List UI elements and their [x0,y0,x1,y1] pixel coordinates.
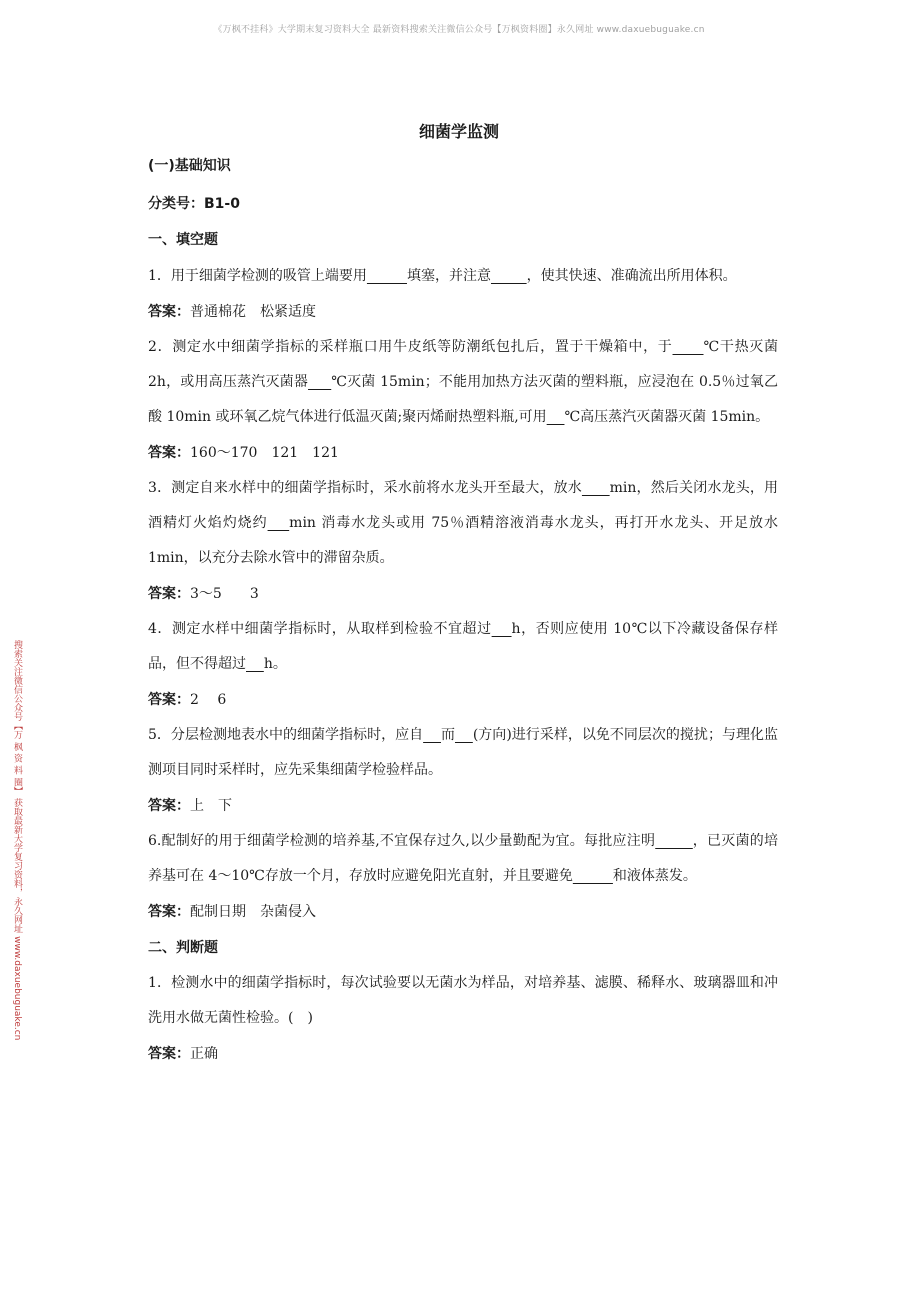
watermark-side: 搜索关注微信公众号【万 枫 资 料 圈】 获取最新大学复习资料，永久网址 www.daxuebuguake.cn [12,640,22,1041]
judgement-answer-1: 答案：正确 [148,1046,218,1062]
watermark-top: 《万枫不挂科》大学期末复习资料大全 最新资料搜索关注微信公众号【万枫资料圈】永久网址 www.daxuebuguake.cn [213,25,705,35]
question-3: 3．测定自来水样中的细菌学指标时，采水前将水龙头开至最大，放水 min，然后关闭水龙头，用酒精灯火焰灼烧约 min 消毒水龙头或用 75％酒精溶液消毒水龙头，再打开水龙头、开足放水 1min，以充分去除水管中的滞留杂质。 [148,480,779,566]
blank [547,409,565,425]
blank [655,833,693,849]
question-4: 4．测定水样中细菌学指标时，从取样到检验不宜超过 h，否则应使用 10℃以下冷藏设备保存样品，但不得超过 h。 [148,621,778,672]
answer-label: 答案： [148,304,190,320]
question-1: 1．用于细菌学检测的吸管上端要用 填塞，并注意 ，使其快速、准确流出所用体积。 [148,268,737,284]
blank [367,268,407,284]
answer-4: 答案：2 6 [148,692,227,708]
blank [423,727,441,743]
answer-label: 答案： [148,445,190,461]
blank [491,268,527,284]
answer-label: 答案： [148,904,190,920]
blank [308,374,331,390]
answer-label: 答案： [148,586,190,602]
judgement-question-1: 1．检测水中的细菌学指标时，每次试验要以无菌水为样品，对培养基、滤膜、稀释水、玻璃器皿和冲洗用水做无菌性检验。( ) [148,975,778,1026]
answer-1: 答案：普通棉花 松紧适度 [148,304,316,320]
question-5: 5．分层检测地表水中的细菌学指标时，应自 而 (方向)进行采样，以免不同层次的搅扰；与理化监测项目同时采样时，应先采集细菌学检验样品。 [148,727,778,778]
blank [573,868,613,884]
question-6: 6.配制好的用于细菌学检测的培养基,不宜保存过久,以少量勤配为宜。每批应注明 ，已灭菌的培养基可在 4～10℃存放一个月，存放时应避免阳光直射，并且要避免 和液体蒸发。 [148,833,778,884]
question-2: 2．测定水中细菌学指标的采样瓶口用牛皮纸等防潮纸包扎后，置于干燥箱中，于 ℃干热灭菌 2h，或用高压蒸汽灭菌器 ℃灭菌 15min；不能用加热方法灭菌的塑料瓶，应浸泡在 0.5％过氧乙酸 10min 或环氧乙烷气体进行低温灭菌;聚丙烯耐热塑料瓶,可用 ℃高压蒸汽灭菌器灭菌 15min。 [148,339,779,425]
answer-label: 答案： [148,692,190,708]
answer-2: 答案：160～170 121 121 [148,445,339,461]
answer-label: 答案： [148,798,190,814]
document-body [148,150,778,1064]
answer-label: 答案： [148,1046,190,1062]
blank [455,727,473,743]
answer-6: 答案：配制日期 杂菌侵入 [148,904,316,920]
answer-5: 答案：上 下 [148,798,232,814]
blank [582,480,610,496]
part-heading-fill-blank: 一、填空题 [148,232,218,248]
page-title: 细菌学监测 [418,122,499,141]
blank [673,339,704,355]
classification-number: 分类号：B1-0 [148,196,240,212]
part-heading-true-false: 二、判断题 [148,940,218,956]
blank [492,621,512,637]
answer-3: 答案：3～5 3 [148,586,259,602]
blank [268,515,290,531]
section-heading-basic: (一)基础知识 [148,158,231,174]
blank [246,656,264,672]
